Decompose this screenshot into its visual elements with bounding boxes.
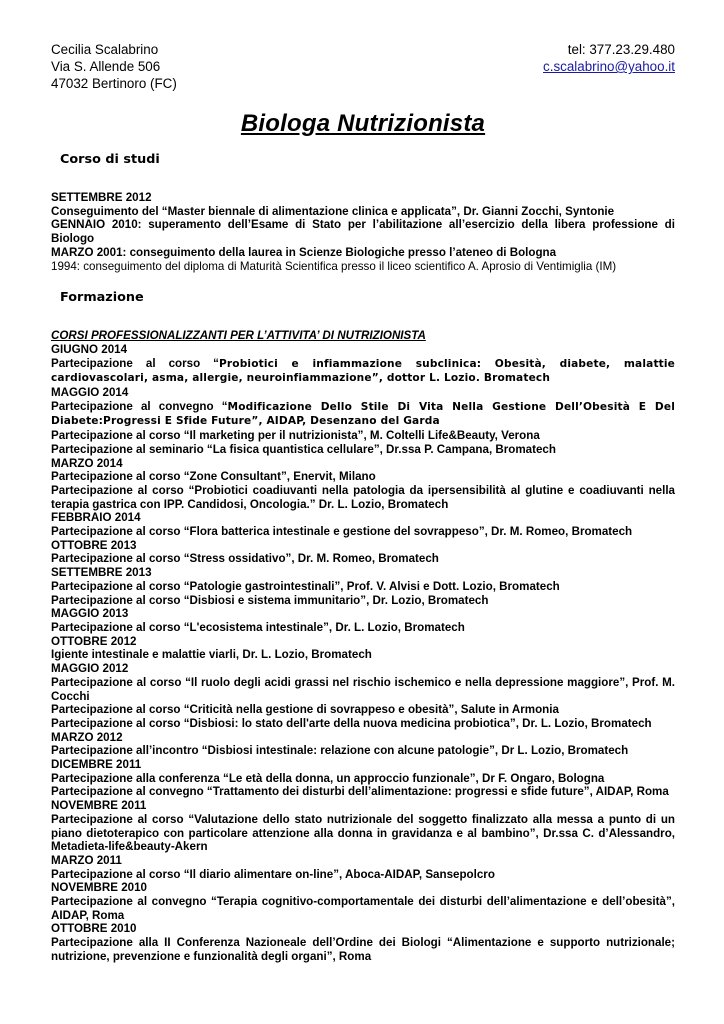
date-label: MARZO 2012 bbox=[51, 730, 123, 744]
street-text: Via S. Allende 506 bbox=[51, 59, 161, 74]
name-text: Cecilia Scalabrino bbox=[51, 42, 159, 57]
course-entry-prefix: Partecipazione al corso “ bbox=[51, 356, 219, 370]
course-entry: Partecipazione alla II Conferenza Nazioneale dell’Ordine dei Biologi “Alimentazione e supporto nutrizionale; nutrizione, prevenzione e funzionalità degli organi”, Roma bbox=[51, 936, 675, 963]
studi-entry: MARZO 2001: conseguimento della laurea in Scienze Biologiche presso l’ateneo di Bologna bbox=[51, 245, 557, 259]
course-entry: Partecipazione al convegno “Trattamento dei disturbi dell’alimentazione: progressi e sfide future”, AIDAP, Roma bbox=[51, 785, 669, 799]
date-label: MAGGIO 2013 bbox=[51, 607, 129, 621]
course-entry: Partecipazione alla conferenza “Le età della donna, un approccio funzionale”, Dr F. Ongaro, Bologna bbox=[51, 771, 605, 785]
date-label: MAGGIO 2014 bbox=[51, 386, 129, 400]
course-entry: Partecipazione al corso “Il diario alimentare on-line”, Aboca-AIDAP, Sansepolcro bbox=[51, 867, 495, 881]
date-label: OTTOBRE 2012 bbox=[51, 634, 137, 648]
date-label: MAGGIO 2012 bbox=[51, 662, 129, 676]
course-entry-prefix: Partecipazione al convegno “ bbox=[51, 399, 228, 413]
course-entry: Partecipazione al corso “L'ecosistema intestinale”, Dr. L. Lozio, Bromatech bbox=[51, 620, 465, 634]
email-link[interactable]: c.scalabrino@yahoo.it bbox=[543, 59, 675, 74]
phone-text: tel: 377.23.29.480 bbox=[567, 42, 675, 57]
course-entry: Partecipazione al corso “Disbiosi e sistema immunitario”, Dr. Lozio, Bromatech bbox=[51, 593, 489, 607]
course-entry: Partecipazione al seminario “La fisica quantistica cellulare”, Dr.ssa P. Campana, Bromatech bbox=[51, 442, 556, 456]
date-label: MARZO 2014 bbox=[51, 456, 123, 470]
contact-header bbox=[51, 41, 675, 92]
date-label: NOVEMBRE 2010 bbox=[51, 881, 148, 895]
date-label: OTTOBRE 2010 bbox=[51, 922, 137, 936]
date-label: MARZO 2011 bbox=[51, 853, 122, 867]
date-label: SETTEMBRE 2012 bbox=[51, 191, 152, 204]
studi-content bbox=[51, 191, 675, 273]
date-label: OTTOBRE 2013 bbox=[51, 538, 137, 552]
course-entry: Partecipazione al corso “Valutazione dello stato nutrizionale del soggetto finalizzato alla messa a punto di un piano dietoterapico con particolare attenzione alla donna in gravidanza e al bambino”, Dr.ssa C. d’Alessandro, Metadieta-life&beauty-Akern bbox=[51, 812, 675, 854]
date-label: GIUGNO 2014 bbox=[51, 342, 128, 356]
course-entry bbox=[51, 357, 675, 386]
date-label: NOVEMBRE 2011 bbox=[51, 799, 147, 813]
studi-entry: 1994: conseguimento del diploma di Maturità Scientifica presso il liceo scientifico A. Aprosio di Ventimiglia (IM) bbox=[51, 259, 617, 273]
course-entry: Partecipazione al convegno “Terapia cognitivo-comportamentale dei disturbi dell’alimentazione e dell’obesità”, AIDAP, Roma bbox=[51, 895, 675, 922]
course-entry: Partecipazione al corso “Il ruolo degli acidi grassi nel rischio ischemico e nella depressione maggiore”, Prof. M. Cocchi bbox=[51, 675, 675, 703]
contact-block bbox=[543, 41, 675, 75]
course-entry: Igiente intestinale e malattie viarli, Dr. L. Lozio, Bromatech bbox=[51, 648, 372, 662]
course-entry-body: Probiotici e infiammazione subclinica: Obesità, diabete, malattie cardiovascolari, asma, allergie, neuroinfiammazione”, dottor L. Lozio. Bromatech bbox=[51, 357, 675, 385]
course-entry: Partecipazione al corso “Patologie gastrointestinali”, Prof. V. Alvisi e Dott. Lozio, Bromatech bbox=[51, 579, 560, 593]
formazione-content bbox=[51, 329, 675, 963]
course-entry-body: Modificazione Dello Stile Di Vita Nella Gestione Dell’Obesità E Del Diabete:Progressi E Sfide Future”, AIDAP, Desenzano del Garda bbox=[51, 400, 675, 428]
course-entry: Partecipazione al corso “Probiotici coadiuvanti nella patologia da ipersensibilità al glutine e coadiuvanti nella terapia gastrica con IPP. Candidosi, Oncologia.” Dr. L. Lozio, Bromatech bbox=[51, 483, 675, 511]
course-entry: Partecipazione al corso “Stress ossidativo”, Dr. M. Romeo, Bromatech bbox=[51, 552, 439, 566]
date-label: SETTEMBRE 2013 bbox=[51, 566, 152, 580]
course-entry: Partecipazione all’incontro “Disbiosi intestinale: relazione con alcune patologie”, Dr L. Lozio, Bromatech bbox=[51, 744, 629, 758]
date-label: DICEMBRE 2011 bbox=[51, 758, 142, 772]
studi-entry: Conseguimento del “Master biennale di alimentazione clinica e applicata”, Dr. Gianni Zocchi, Syntonie bbox=[51, 204, 615, 218]
course-entry: Partecipazione al corso “Il marketing per il nutrizionista”, M. Coltelli Life&Beauty, Verona bbox=[51, 429, 540, 443]
studi-entry: GENNAIO 2010: superamento dell’Esame di Stato per l’abilitazione all’esercizio della libera professione di Biologo bbox=[51, 218, 675, 246]
date-label: FEBBRAIO 2014 bbox=[51, 511, 141, 525]
section-heading-studi: Corso di studi bbox=[60, 152, 160, 167]
course-entry: Partecipazione al corso “Flora batterica intestinale e gestione del sovrappeso”, Dr. M. Romeo, Bromatech bbox=[51, 525, 633, 539]
section-heading-formazione: Formazione bbox=[60, 290, 144, 306]
course-entry bbox=[51, 400, 675, 429]
course-entry: Partecipazione al corso “Criticità nella gestione di sovrappeso e obesità”, Salute in Armonia bbox=[51, 703, 559, 717]
city-text: 47032 Bertinoro (FC) bbox=[51, 76, 177, 91]
subsection-heading: CORSI PROFESSIONALIZZANTI PER L’ATTIVITA’ DI NUTRIZIONISTA bbox=[51, 329, 426, 343]
page-title: Biologa Nutrizionista bbox=[240, 110, 486, 137]
course-entry: Partecipazione al corso “Disbiosi: lo stato dell'arte della nuova medicina probiotica”, Dr. L. Lozio, Bromatech bbox=[51, 716, 652, 730]
course-entry: Partecipazione al corso “Zone Consultant”, Enervit, Milano bbox=[51, 470, 376, 484]
cv-page bbox=[51, 41, 675, 964]
